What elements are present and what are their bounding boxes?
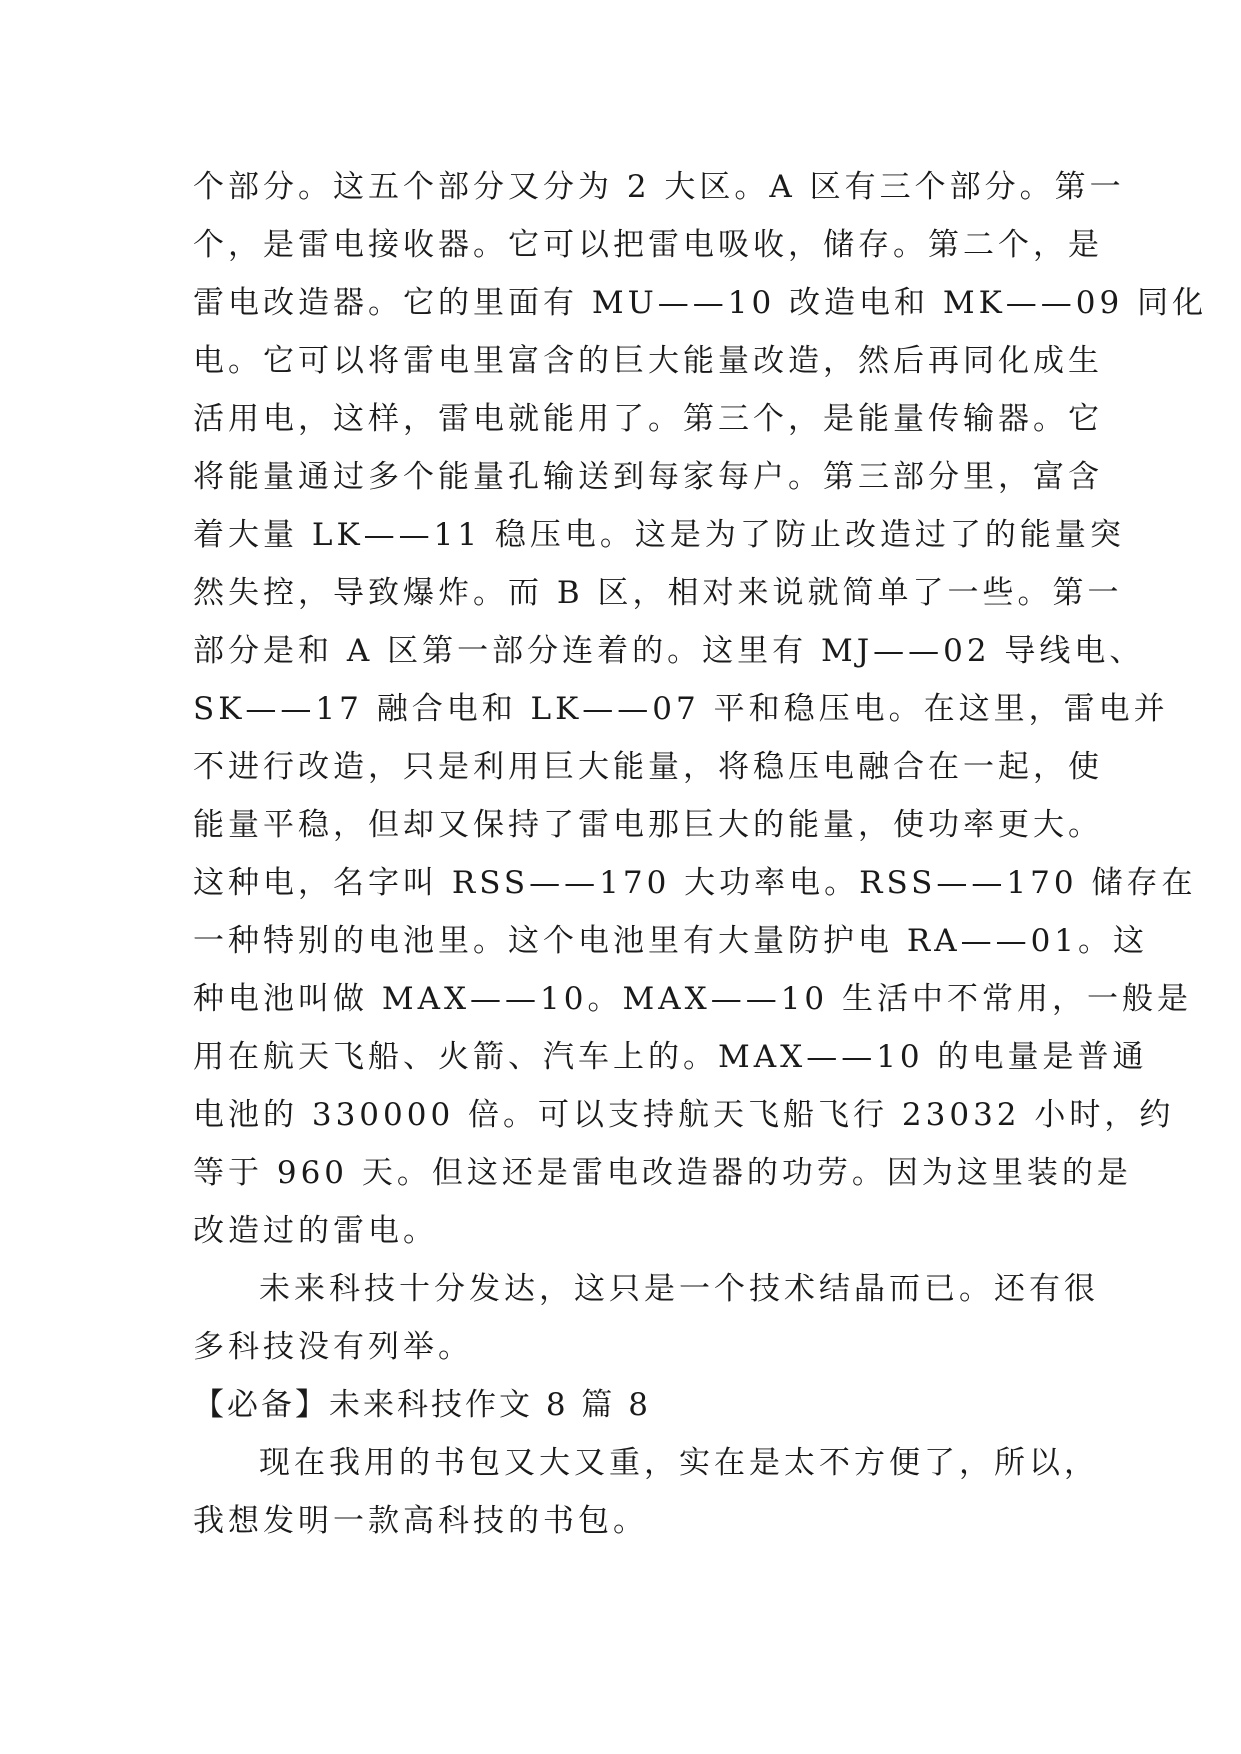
text-line: 将能量通过多个能量孔输送到每家每户。第三部分里，富含 (193, 459, 1103, 495)
text-line: 未来科技十分发达，这只是一个技术结晶而已。还有很 (259, 1271, 1099, 1307)
text-line: 现在我用的书包又大又重，实在是太不方便了，所以， (259, 1445, 1099, 1481)
text-line: 然失控，导致爆炸。而 B 区，相对来说就简单了一些。第一 (193, 575, 1123, 611)
text-line: 着大量 LK——11 稳压电。这是为了防止改造过了的能量突 (193, 517, 1125, 553)
text-line: 种电池叫做 MAX——10。MAX——10 生活中不常用，一般是 (193, 981, 1192, 1017)
paragraph-2 (193, 1260, 1099, 1376)
text-line: 电。它可以将雷电里富含的巨大能量改造，然后再同化成生 (193, 343, 1103, 379)
text-line: 个，是雷电接收器。它可以把雷电吸收，储存。第二个，是 (193, 227, 1103, 263)
text-line: 不进行改造，只是利用巨大能量，将稳压电融合在一起，使 (193, 749, 1103, 785)
section-heading: 【必备】未来科技作文 8 篇 8 (193, 1387, 652, 1423)
text-line: 我想发明一款高科技的书包。 (193, 1503, 648, 1539)
text-line: 活用电，这样，雷电就能用了。第三个，是能量传输器。它 (193, 401, 1103, 437)
paragraph-1 (193, 158, 1208, 1260)
text-line: 等于 960 天。但这还是雷电改造器的功劳。因为这里装的是 (193, 1155, 1132, 1191)
text-line: 能量平稳，但却又保持了雷电那巨大的能量，使功率更大。 (193, 807, 1103, 843)
text-line: 电池的 330000 倍。可以支持航天飞船飞行 23032 小时，约 (193, 1097, 1175, 1133)
text-line: 个部分。这五个部分又分为 2 大区。A 区有三个部分。第一 (193, 169, 1125, 205)
paragraph-3 (193, 1434, 1099, 1550)
text-line: 部分是和 A 区第一部分连着的。这里有 MJ——02 导线电、 (193, 633, 1145, 669)
text-line: 这种电，名字叫 RSS——170 大功率电。RSS——170 储存在 (193, 865, 1197, 901)
text-line: SK——17 融合电和 LK——07 平和稳压电。在这里，雷电并 (193, 691, 1169, 727)
text-line: 用在航天飞船、火箭、汽车上的。MAX——10 的电量是普通 (193, 1039, 1148, 1075)
document-body (193, 158, 1208, 1550)
text-line: 改造过的雷电。 (193, 1213, 438, 1249)
text-line: 一种特别的电池里。这个电池里有大量防护电 RA——01。这 (193, 923, 1149, 959)
text-line: 多科技没有列举。 (193, 1329, 473, 1365)
text-line: 雷电改造器。它的里面有 MU——10 改造电和 MK——09 同化 (193, 285, 1208, 321)
